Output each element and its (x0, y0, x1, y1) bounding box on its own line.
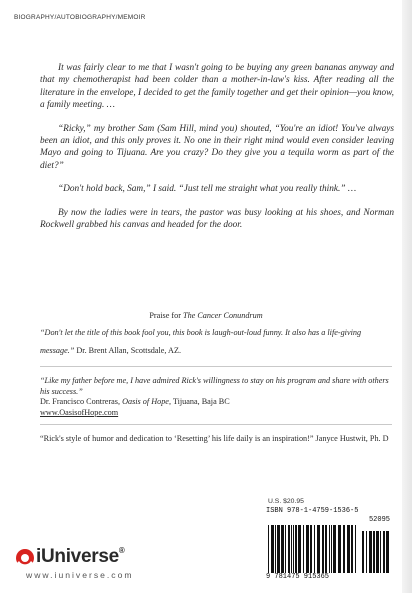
praise-heading-title: The Cancer Conundrum (183, 311, 263, 320)
barcode-bar (343, 525, 345, 573)
barcode-bar (322, 525, 324, 573)
praise-quote-2 (40, 376, 394, 418)
barcode-bar (268, 525, 269, 573)
barcode-bar (331, 525, 332, 573)
iuniverse-logo-icon (14, 548, 36, 572)
publisher-name: iUniverse® (36, 546, 125, 567)
isbn-barcode (266, 507, 392, 583)
barcode-bar (310, 525, 312, 573)
barcode-bar (271, 525, 274, 573)
barcode-digits: 9 781475 915365 (266, 573, 330, 581)
praise-heading-prefix: Praise for (149, 311, 184, 320)
genre-label: BIOGRAPHY/AUTOBIOGRAPHY/MEMOIR (14, 14, 146, 21)
barcode-bar (362, 531, 364, 573)
barcode-bar (317, 525, 320, 573)
barcode-bar (281, 525, 284, 573)
barcode-bar (380, 531, 381, 573)
divider (40, 366, 392, 367)
attribution-place: , Tijuana, Baja BC (168, 397, 230, 407)
excerpt-paragraph-2: “Ricky,” my brother Sam (Sam Hill, mind you) shouted, “You're an idiot! You've always been an idiot, and this only proves it. No one in their right mind would even consider leaving Mayo and going to Tijuana. Are you crazy? Do they give you a tequila worm as part of the diet?” (40, 123, 394, 171)
barcode-icon (266, 525, 392, 573)
barcode-bar (306, 525, 309, 573)
barcode-bar (355, 525, 356, 573)
barcode-bar (386, 531, 389, 573)
barcode-bar (295, 525, 297, 573)
barcode-bar (376, 531, 379, 573)
barcode-bar (333, 525, 336, 573)
barcode-bar (303, 525, 304, 573)
price-label: U.S. $20.95 (268, 498, 304, 505)
praise-quote-3: “Rick's style of humor and dedication to ‘Resetting’ his life daily is an inspiration!” Janyce Hustwit, Ph. D (40, 434, 389, 443)
attribution-name: Dr. Francisco Contreras, (40, 397, 123, 407)
attribution-org: Oasis of Hope (122, 397, 169, 407)
praise-attribution (40, 397, 394, 408)
barcode-bar (373, 531, 375, 573)
praise-quote-1 (40, 322, 394, 358)
praise-quote-text: “Like my father before me, I have admired Rick's willingness to stay on his program and share with others his success.” (40, 376, 389, 396)
publisher-logo[interactable] (14, 548, 184, 588)
excerpt-paragraph-4: By now the ladies were in tears, the pastor was busy looking at his shoes, and Norman Rockwell grabbed his canvas and headed for the door. (40, 207, 394, 231)
barcode-bar (275, 525, 276, 573)
barcode-bar (293, 525, 294, 573)
publisher-url[interactable]: www.iuniverse.com (26, 570, 134, 580)
spine-edge (402, 0, 412, 593)
price-code: 52095 (368, 516, 390, 524)
barcode-bar (325, 525, 327, 573)
barcode-bar (338, 525, 341, 573)
barcode-bar (277, 525, 280, 573)
barcode-bar (288, 525, 290, 573)
barcode-bar (351, 525, 353, 573)
excerpt-paragraph-3: “Don't hold back, Sam,” I said. “Just tell me straight what you really think.” … (58, 184, 357, 195)
barcode-bar (366, 531, 367, 573)
oasis-website-link[interactable]: www.OasisofHope.com (40, 407, 119, 417)
excerpt-paragraph-1: It was fairly clear to me that I wasn't going to be buying any green bananas anyway and that my chemotherapist had been colder than a mother-in-law's kiss. After reading all the literature in the envelope, I decided to get the family together and get their opinion—you know, a family meeting. … (40, 63, 394, 111)
barcode-bar (383, 531, 385, 573)
barcode-bar (369, 531, 372, 573)
divider (40, 424, 392, 425)
barcode-bar (347, 525, 350, 573)
praise-quote-text: “Don't let the title of this book fool you, this book is laugh-out-loud funny. It also has a life-giving message.” (40, 328, 362, 355)
praise-heading (0, 311, 412, 320)
isbn-number: ISBN 978-1-4759-1536-5 (266, 507, 359, 515)
praise-attribution: Dr. Brent Allan, Scottsdale, AZ. (74, 346, 181, 355)
barcode-bar (291, 525, 292, 573)
barcode-bar (314, 525, 315, 573)
barcode-bar (285, 525, 286, 573)
barcode-bar (329, 525, 330, 573)
book-excerpt (40, 62, 394, 242)
barcode-bar (298, 525, 301, 573)
